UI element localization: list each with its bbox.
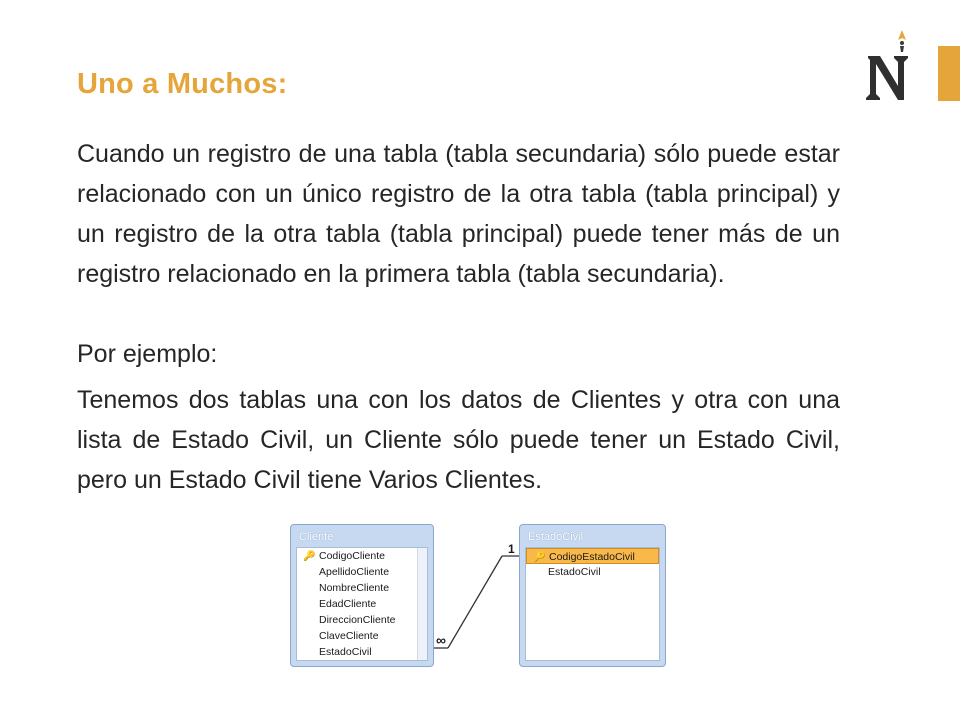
cliente-table-title: Cliente [299,531,334,543]
field-label: CodigoCliente [319,550,385,562]
one-side-label: 1 [508,542,515,556]
relationship-diagram [290,524,670,672]
many-side-label: ∞ [436,632,446,648]
field-label: DireccionCliente [319,614,396,626]
estado-civil-table-title: EstadoCivil [528,531,584,543]
example-paragraph: Tenemos dos tablas una con los datos de Clientes y otra con una lista de Estado Civil, un Cliente sólo puede tener un Estado Civil, pero un Estado Civil tiene Varios Clientes. [77,386,840,494]
field-label: NombreCliente [319,582,390,594]
field-label: ApellidoCliente [319,566,390,578]
university-logo-icon [862,28,914,104]
slide-title: Uno a Muchos: [77,68,288,100]
key-icon: 🔑 [303,551,316,562]
key-icon: 🔑 [533,552,546,563]
relationship-line[interactable] [290,524,670,672]
example-heading: Por ejemplo: [77,340,218,368]
definition-paragraph: Cuando un registro de una tabla (tabla secundaria) sólo puede estar relacionado con un único registro de la otra tabla (tabla principal) y un registro de la otra tabla (tabla principal) puede tener más de un registro relacionado en la primera tabla (tabla secundaria). [77,140,840,288]
field-label: EstadoCivil [548,566,601,578]
field-label: ClaveCliente [319,630,379,642]
field-label: CodigoEstadoCivil [549,551,635,563]
field-label: EdadCliente [319,598,377,610]
field-label: EstadoCivil [319,646,372,658]
accent-bar [938,46,960,101]
